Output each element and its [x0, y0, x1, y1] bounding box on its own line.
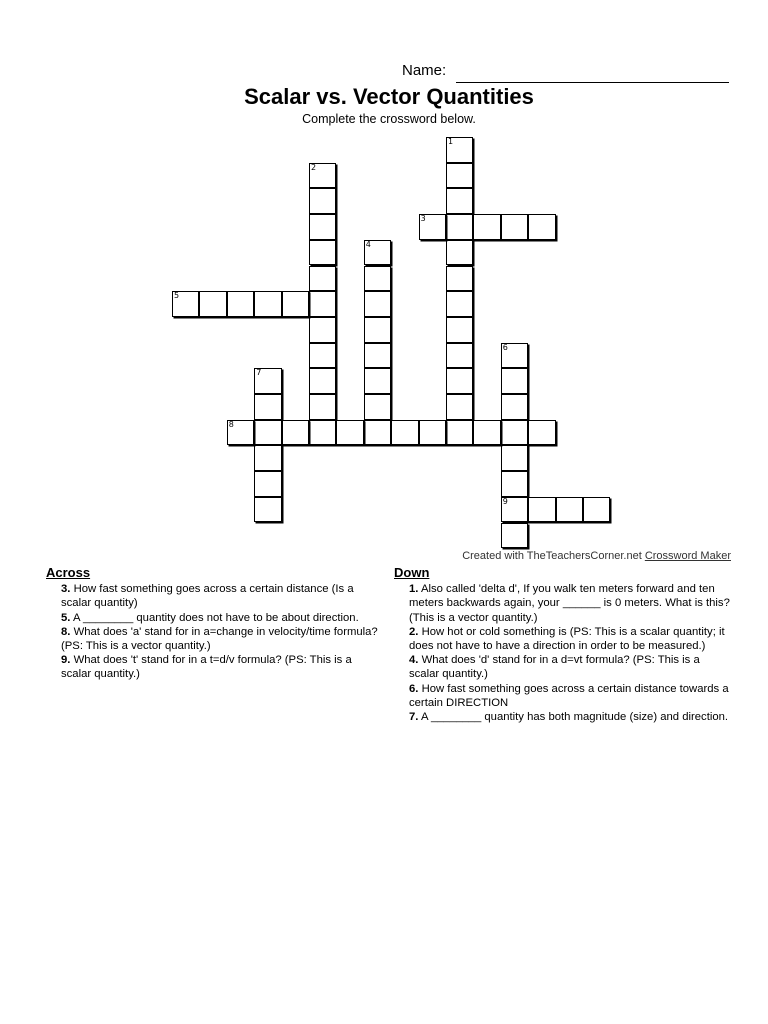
down-heading: Down — [394, 565, 430, 580]
crossword-cell[interactable] — [254, 420, 281, 446]
crossword-cell[interactable] — [446, 394, 473, 420]
name-label: Name: — [402, 62, 447, 79]
crossword-cell[interactable] — [528, 497, 555, 523]
crossword-cell[interactable] — [309, 214, 336, 240]
crossword-cell[interactable] — [309, 188, 336, 214]
clue-text: A ________ quantity does not have to be about direction. — [72, 611, 359, 624]
across-heading: Across — [46, 565, 91, 580]
crossword-cell[interactable] — [254, 394, 281, 420]
page-title: Scalar vs. Vector Quantities — [244, 84, 534, 109]
crossword-cell[interactable] — [364, 240, 391, 266]
clue-number: 8. — [61, 625, 71, 638]
crossword-cell[interactable] — [364, 266, 391, 292]
crossword-cell[interactable] — [309, 317, 336, 343]
credit-line — [462, 550, 731, 562]
crossword-cell[interactable] — [446, 291, 473, 317]
cell-number: 3 — [420, 214, 426, 224]
crossword-cell[interactable] — [501, 523, 528, 549]
clue-number: 2. — [409, 625, 419, 638]
crossword-cell[interactable] — [364, 343, 391, 369]
clue-text: How fast something goes across a certain distance towards a certain DIRECTION — [409, 682, 729, 709]
crossword-cell[interactable] — [446, 420, 473, 446]
cell-number: 4 — [365, 239, 371, 249]
cell-number: 5 — [174, 291, 180, 301]
crossword-cell[interactable] — [309, 343, 336, 369]
crossword-cell[interactable] — [309, 240, 336, 266]
crossword-cell[interactable] — [501, 445, 528, 471]
crossword-cell[interactable] — [336, 420, 363, 446]
cell-number: 9 — [502, 496, 508, 506]
crossword-cell[interactable] — [501, 471, 528, 497]
clue-text: How hot or cold something is (PS: This is a scalar quantity; it does not have to have a direction in order to be measured.) — [409, 625, 725, 653]
crossword-cell[interactable] — [364, 420, 391, 446]
clue-across-8 — [46, 625, 382, 653]
crossword-cell[interactable] — [309, 368, 336, 394]
crossword-cell[interactable] — [309, 420, 336, 446]
crossword-cell[interactable] — [364, 394, 391, 420]
instructions: Complete the crossword below. — [302, 112, 476, 126]
clue-text: What does 't' stand for in a t=d/v formula? (PS: This is a scalar quantity.) — [61, 654, 352, 681]
crossword-cell[interactable] — [391, 420, 418, 446]
clue-across-3 — [46, 582, 382, 610]
crossword-cell[interactable] — [227, 291, 254, 317]
crossword-cell[interactable] — [446, 163, 473, 189]
crossword-cell[interactable] — [446, 317, 473, 343]
clue-across-9 — [46, 653, 382, 681]
crossword-cell[interactable] — [501, 343, 528, 369]
crossword-cell[interactable] — [282, 420, 309, 446]
down-clues — [394, 566, 732, 724]
crossword-cell[interactable] — [528, 420, 555, 446]
crossword-cell[interactable] — [473, 214, 500, 240]
clue-number: 9. — [61, 654, 71, 667]
clue-number: 5. — [61, 611, 71, 624]
clue-down-1 — [394, 582, 732, 625]
credit-text: Created with TheTeachersCorner.net — [462, 550, 642, 562]
crossword-cell[interactable] — [309, 394, 336, 420]
clue-text: How fast something goes across a certain distance (Is a scalar quantity) — [61, 583, 354, 610]
crossword-cell[interactable] — [199, 291, 226, 317]
crossword-cell[interactable] — [254, 368, 281, 394]
crossword-cell[interactable] — [473, 420, 500, 446]
crossword-cell[interactable] — [364, 317, 391, 343]
clue-down-2 — [394, 625, 732, 653]
crossword-cell[interactable] — [583, 497, 610, 523]
crossword-cell[interactable] — [227, 420, 254, 446]
cell-number: 8 — [228, 419, 234, 429]
crossword-cell[interactable] — [254, 291, 281, 317]
crossword-maker-link[interactable]: Crossword Maker — [644, 550, 731, 562]
cell-number: 1 — [448, 137, 454, 146]
crossword-cell[interactable] — [309, 266, 336, 292]
cell-number: 7 — [256, 368, 262, 378]
crossword-cell[interactable] — [446, 343, 473, 369]
clue-down-6 — [394, 682, 732, 710]
clue-number: 6. — [409, 682, 419, 695]
crossword-cell[interactable] — [446, 240, 473, 266]
crossword-cell[interactable] — [446, 188, 473, 214]
crossword-cell[interactable] — [364, 291, 391, 317]
crossword-cell[interactable] — [254, 471, 281, 497]
crossword-cell[interactable] — [172, 291, 199, 317]
clue-across-5 — [46, 611, 382, 625]
crossword-cell[interactable] — [501, 497, 528, 523]
cell-number: 2 — [311, 162, 317, 172]
crossword-cell[interactable] — [254, 445, 281, 471]
crossword-cell[interactable] — [446, 266, 473, 292]
crossword-cell[interactable] — [501, 368, 528, 394]
crossword-cell[interactable] — [309, 291, 336, 317]
clue-text: What does 'a' stand for in a=change in velocity/time formula? (PS: This is a vector quantity.) — [61, 625, 378, 653]
crossword-cell[interactable] — [446, 368, 473, 394]
clue-number: 7. — [409, 711, 419, 724]
clue-text: Also called 'delta d', If you walk ten meters forward and ten meters backwards again, your ______ is 0 meters. What is this? (This is a vector quantity.) — [409, 583, 730, 624]
cell-number: 6 — [502, 342, 508, 352]
clue-number: 3. — [61, 583, 71, 596]
clue-number: 1. — [409, 583, 419, 596]
crossword-cell[interactable] — [282, 291, 309, 317]
clue-number: 4. — [409, 654, 419, 667]
crossword-cell[interactable] — [419, 420, 446, 446]
crossword-cell[interactable] — [419, 214, 446, 240]
crossword-cell[interactable] — [528, 214, 555, 240]
crossword-cell[interactable] — [364, 368, 391, 394]
crossword-cell[interactable] — [501, 394, 528, 420]
crossword-cell[interactable] — [446, 214, 473, 240]
across-clues — [46, 566, 382, 682]
clue-text: What does 'd' stand for in a d=vt formula? (PS: This is a scalar quantity.) — [409, 654, 700, 681]
clue-text: A ________ quantity has both magnitude (size) and direction. — [420, 711, 729, 724]
clue-down-4 — [394, 653, 732, 681]
crossword-cell[interactable] — [501, 420, 528, 446]
crossword-cell[interactable] — [556, 497, 583, 523]
crossword-cell[interactable] — [446, 137, 473, 163]
crossword-cell[interactable] — [309, 163, 336, 189]
crossword-cell[interactable] — [254, 497, 281, 523]
crossword-cell[interactable] — [501, 214, 528, 240]
clue-down-7 — [394, 710, 732, 724]
